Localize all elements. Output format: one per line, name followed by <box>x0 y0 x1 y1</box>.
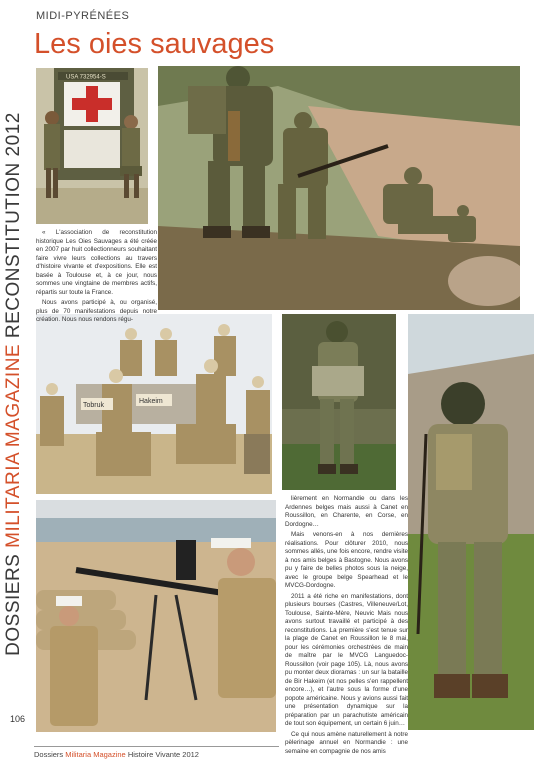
magazine-sidebar <box>0 0 28 768</box>
sidebar-title: DOSSIERS MILITARIA MAGAZINE RECONSTITUTION 2012 <box>3 112 24 656</box>
page-number: 106 <box>10 714 26 724</box>
footer-line: Dossiers Militaria Magazine Histoire Vivante 2012 <box>34 750 199 759</box>
photo-soldiers-assault <box>158 66 520 310</box>
svg-text:Tobruk: Tobruk <box>83 402 105 409</box>
truck-plate: USA 732954-S <box>66 74 106 81</box>
article-title: Les oies sauvages <box>34 28 275 60</box>
photo-desert-group <box>36 314 272 494</box>
footer-rule <box>34 746 279 747</box>
region-label: MIDI-PYRÉNÉES <box>36 10 130 22</box>
article-column-2: lièrement en Normandie ou dans les Ardennes belges mais aussi à Canet en Roussillon, en Charente, en Corse, en Dordogne… Mais venons-en à nos dernières réalisations. Pour clôturer 2010, nous sommes allés, une fois encore, rendre visite à nos amis belges à Bastogne. Nous avons pu y faire de belles photos sous la neige, avec le groupe belge Spearhead et le MVCG-Dordogne. 2011 a été riche en manifestations, dont plusieurs bourses (Castres, Villeneuve/Lot, Toulouse, Sainte-Mère, Neuvic Mais nous avons surtout travaillé et participé à des reconstitutions. La première s'est tenue sur la plage de Canet en Roussillon le 8 mai, pour les cérémonies orchestrées de main de maître par le MVCG Languedoc-Roussillon (voir page 105). Là, nous avons pu monter deux dioramas : un sur la bataille de Bir Hakeim (et nos pelles s'en rappellent encore…), et l'autre sous la forme d'une popote américaine. Nous y avions aussi fait une présentation dynamique sur la préparation par un parachutiste américain de tout son équipement, un certain 6 juin… Ce qui nous amène naturellement à notre pèlerinage annuel en Normandie : une semaine en compagnie de nos amis <box>285 495 408 755</box>
svg-text:Hakeim: Hakeim <box>139 398 163 405</box>
photo-soldier-truck <box>282 314 396 490</box>
photo-ambulance-nurses <box>36 68 148 224</box>
photo-beach-machine-gun <box>36 500 276 732</box>
photo-paratrooper <box>408 314 534 730</box>
article-column-1: « L'association de reconstitution historique Les Oies Sauvages a été créée en 2007 par huit collectionneurs souhaitant faire vivre leurs collections au travers d'histoire vivante et d'expositions. Elle est basée à Toulouse et, à ce jour, nous sommes une vingtaine de membres actifs, répartis sur toute la France. Nous avons participé à, ou organisé, plus de 70 manifestations depuis notre création. Nous nous rendons régu- <box>36 229 157 323</box>
